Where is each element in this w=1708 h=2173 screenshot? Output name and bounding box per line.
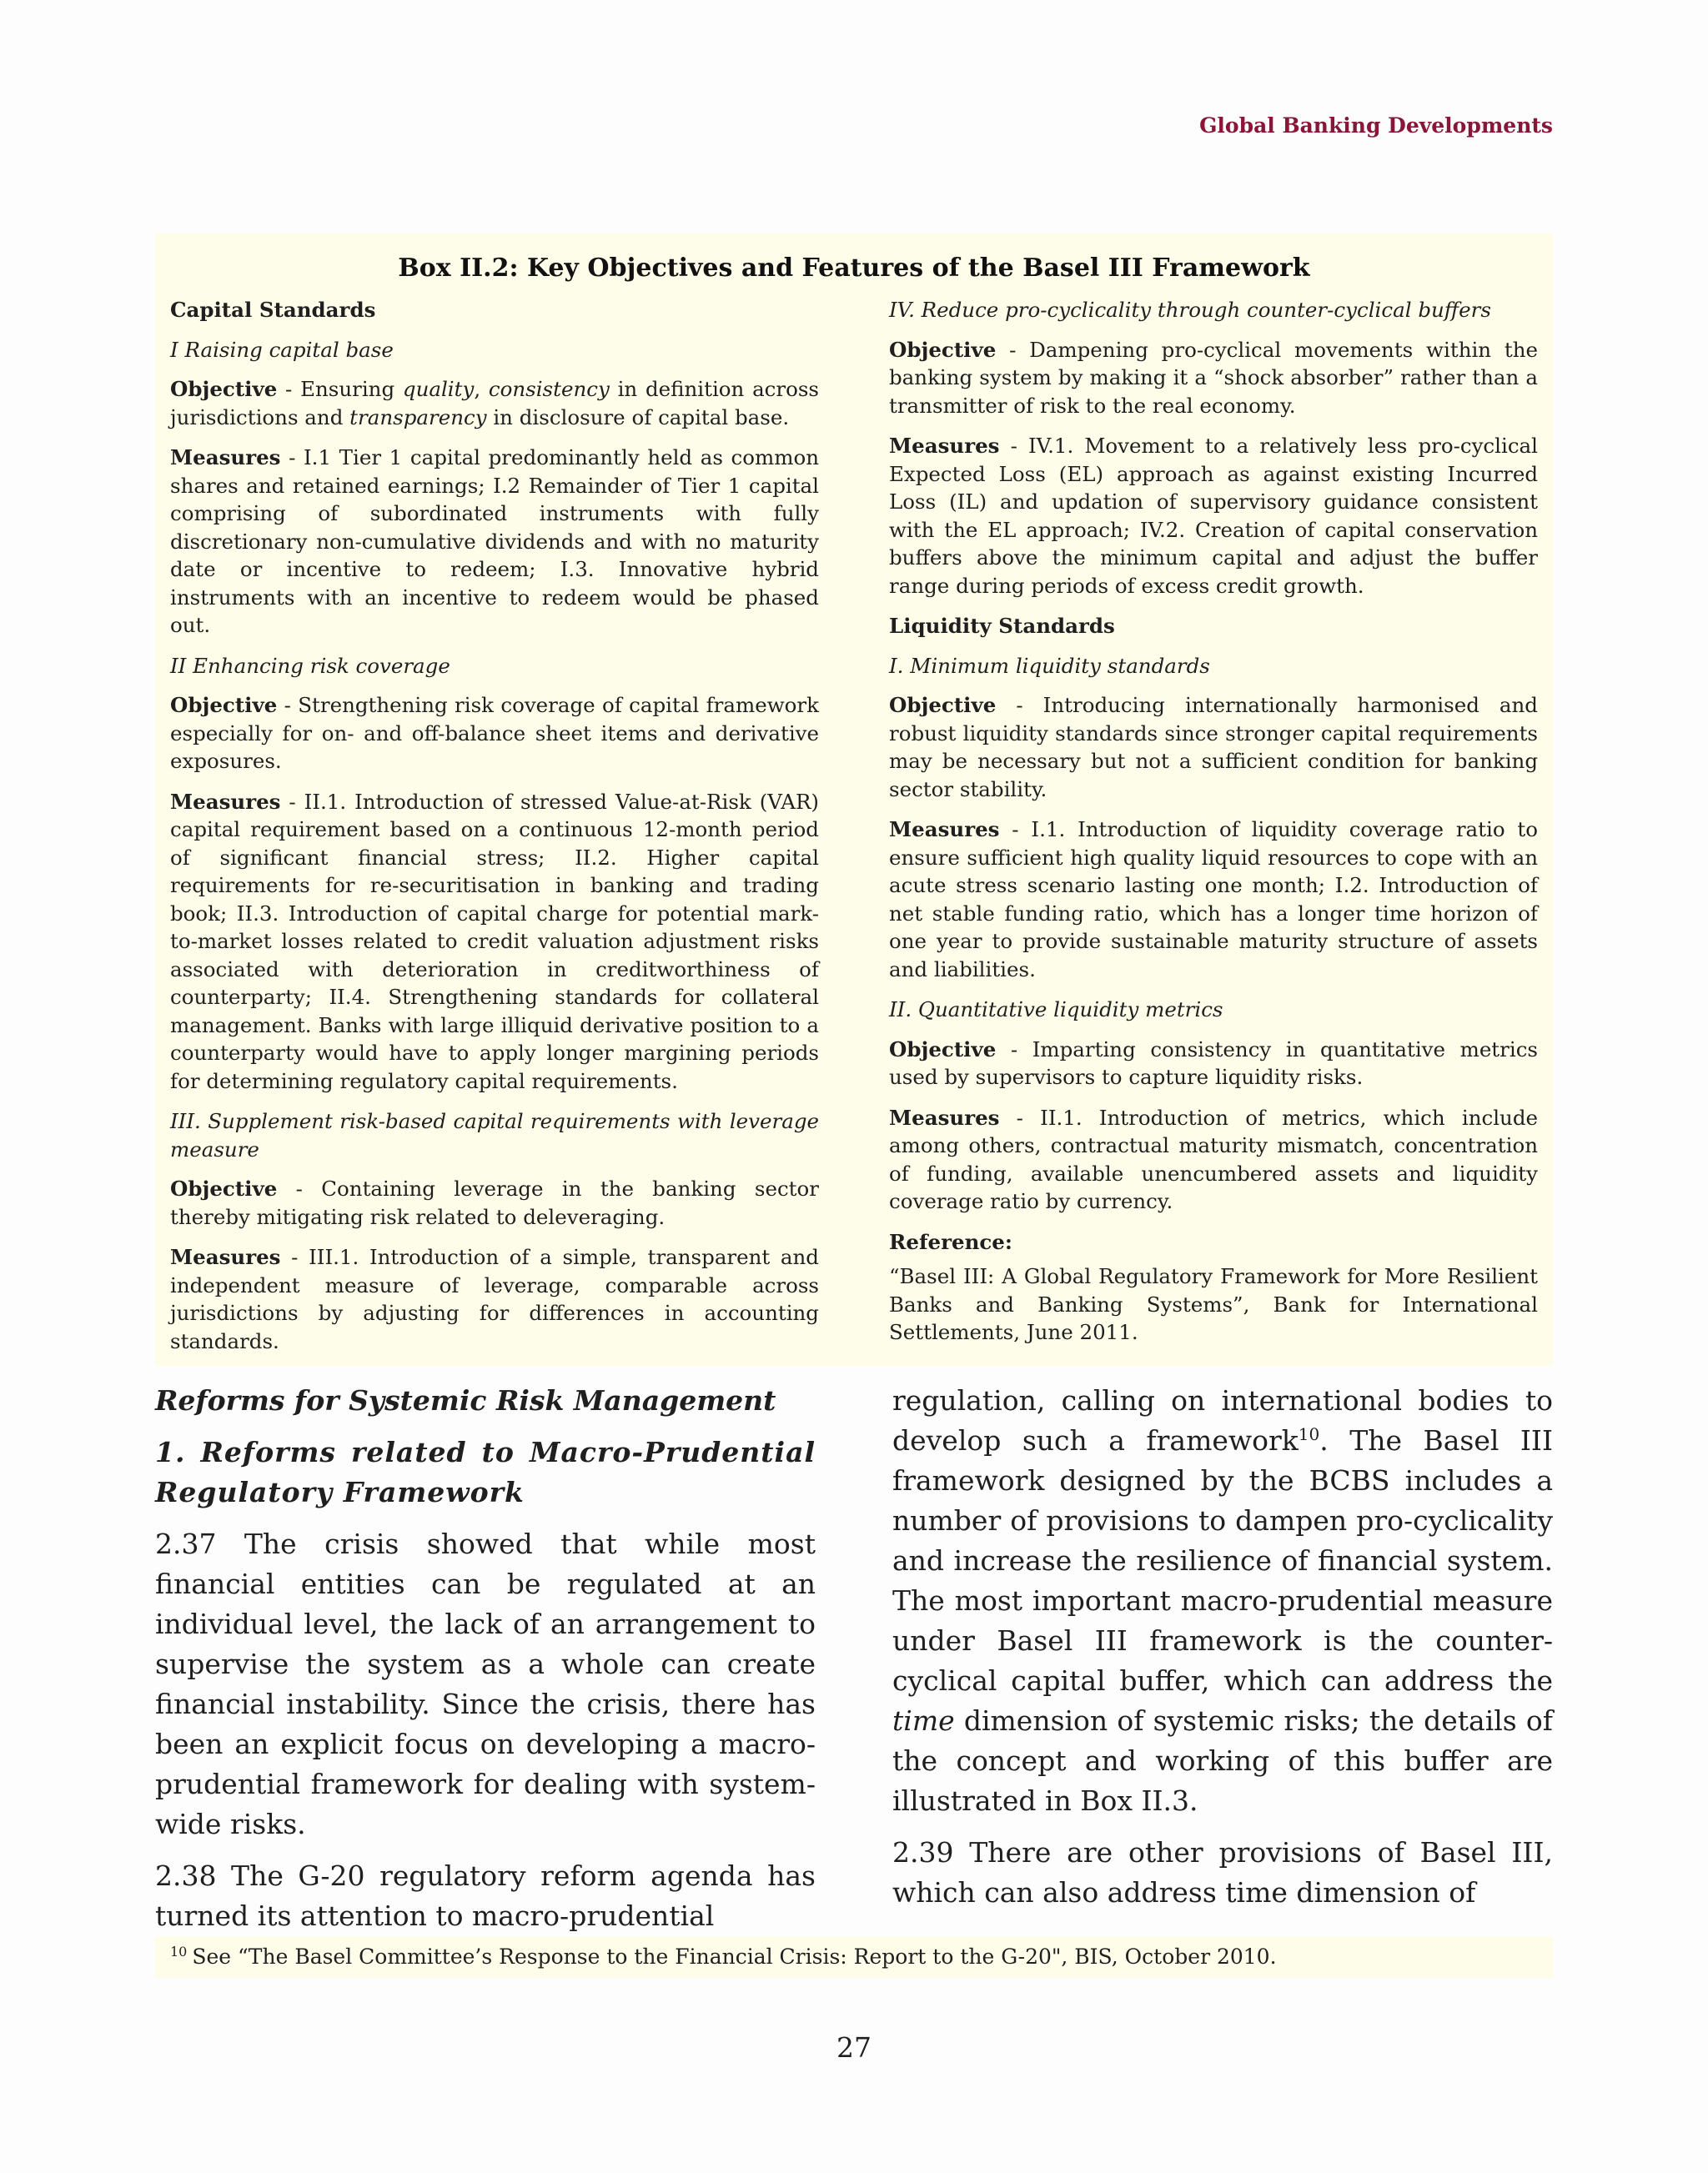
- reference-text: “Basel III: A Global Regulatory Framework for More Resilient Banks and Banking Systems”, Bank for International Settlements, June 2011.: [889, 1264, 1538, 1344]
- paragraph-2-38-continued: regulation, calling on international bodies to develop such a framework$^{10}$. The Basel III framework designed by the BCBS includes a number of provisions to dampen pro-cyclicality and increase the resilience of financial system. The most important macro-prudential measure under Basel III framework is the counter-cyclical capital buffer, which can address the time dimension of systemic risks; the details of the concept and working of this buffer are illustrated in Box II.3.: [892, 1384, 1553, 1817]
- minimum-liquidity-objective: Objective - Introducing internationally harmonised and robust liquidity standards since stronger capital requirements may be necessary but not a sufficient condition for banking sector stability.: [889, 693, 1538, 801]
- paragraph-2-38: 2.38 The G-20 regulatory reform agenda has turned its attention to macro-prudential: [155, 1859, 816, 1932]
- box-right-column: [889, 296, 1538, 1368]
- quantitative-metrics-objective: Objective - Imparting consistency in quantitative metrics used by supervisors to capture liquidity risks.: [889, 1036, 1538, 1089]
- paragraph-2-39: 2.39 There are other provisions of Basel III, which can also address time dimension of: [892, 1836, 1553, 1909]
- box-left-column: [170, 296, 819, 1368]
- footnote-reference: 10: [1298, 1424, 1320, 1444]
- quantitative-metrics-title: II. Quantitative liquidity metrics: [889, 997, 1223, 1021]
- minimum-liquidity-measures: Measures - I.1. Introduction of liquidity coverage ratio to ensure sufficient high quality liquid resources to cope with an acute stress scenario lasting one month; I.2. Introduction of net stable funding ratio, which has a longer time horizon of one year to provide sustainable maturity structure of assets and liabilities.: [889, 817, 1538, 981]
- footnote-text: See “The Basel Committee’s Response to the Financial Crisis: Report to the G-20", BIS, October 2010.: [192, 1945, 1277, 1969]
- raising-capital-objective: Objective - Ensuring quality, consistency in definition across jurisdictions and transparency in disclosure of capital base.: [170, 377, 820, 429]
- body-right-column: [892, 1381, 1553, 1948]
- minimum-liquidity-title: I. Minimum liquidity standards: [889, 653, 1210, 678]
- pro-cyclicality-objective: Objective - Dampening pro-cyclical movements within the banking system by making it a “shock absorber” rather than a transmitter of risk to the real economy.: [889, 337, 1538, 418]
- running-head: Global Banking Developments: [1199, 113, 1553, 138]
- pro-cyclicality-measures: Measures - IV.1. Movement to a relatively less pro-cyclical Expected Loss (EL) approach as against existing Incurred Loss (IL) and updation of supervisory guidance consistent with the EL approach; IV.2. Creation of capital conservation buffers above the minimum capital and adjust the buffer range during periods of excess credit growth.: [889, 434, 1538, 598]
- risk-coverage-measures: Measures - II.1. Introduction of stressed Value-at-Risk (VAR) capital requirement based on a continuous 12-month period of significant financial stress; II.2. Higher capital requirements for re-securitisation in banking and trading book; II.3. Introduction of capital charge for potential mark-to-market losses related to credit valuation adjustment risks associated with deterioration in creditworthiness of counterparty; II.4. Strengthening standards for collateral management. Banks with large illiquid derivative position to a counterparty would have to apply longer margining periods for determining regulatory capital requirements.: [170, 789, 819, 1093]
- raising-capital-base-title: I Raising capital base: [170, 337, 394, 362]
- paragraph-2-37: 2.37 The crisis showed that while most financial entities can be regulated at an individual level, the lack of an arrangement to supervise the system as a whole can create financial instability. Since the crisis, there has been an explicit focus on developing a macro-prudential framework for dealing with system-wide risks.: [155, 1528, 816, 1840]
- raising-capital-measures: Measures - I.1 Tier 1 capital predominantly held as common shares and retained earnings; I.2 Remainder of Tier 1 capital comprising of subordinated instruments with fully discretionary non-cumulative dividends and with no maturity date or incentive to redeem; I.3. Innovative hybrid instruments with an incentive to redeem would be phased out.: [170, 445, 819, 637]
- capital-standards-heading: Capital Standards: [170, 298, 376, 322]
- liquidity-standards-heading: Liquidity Standards: [889, 614, 1115, 638]
- subsection-heading: 1. Reforms related to Macro-Prudential Regulatory Framework: [155, 1436, 816, 1508]
- footnote: [155, 1936, 1553, 1978]
- quantitative-metrics-measures: Measures - II.1. Introduction of metrics, which include among others, contractual maturity mismatch, concentration of funding, available unencumbered assets and liquidity coverage ratio by currency.: [889, 1105, 1538, 1213]
- page-number: 27: [836, 2031, 872, 2064]
- pro-cyclicality-title: IV. Reduce pro-cyclicality through counter-cyclical buffers: [889, 298, 1491, 322]
- reference-label: Reference:: [889, 1229, 1012, 1254]
- leverage-objective: Objective - Containing leverage in the banking sector thereby mitigating risk related to deleveraging.: [170, 1177, 819, 1229]
- risk-coverage-objective: Objective - Strengthening risk coverage of capital framework especially for on- and off-balance sheet items and derivative exposures.: [170, 693, 819, 773]
- footnote-mark: 10: [170, 1943, 188, 1960]
- enhancing-risk-coverage-title: II Enhancing risk coverage: [170, 653, 450, 678]
- leverage-measure-title: III. Supplement risk-based capital requirements with leverage measure: [170, 1109, 819, 1162]
- body-text: [155, 1381, 1553, 1948]
- box-title: Box II.2: Key Objectives and Features of the Basel III Framework: [398, 253, 1310, 283]
- basel-iii-box: [155, 233, 1553, 1366]
- body-left-column: [155, 1381, 816, 1948]
- section-heading: Reforms for Systemic Risk Management: [155, 1384, 776, 1417]
- leverage-measures: Measures - III.1. Introduction of a simple, transparent and independent measure of leverage, comparable across jurisdictions by adjusting for differences in accounting standards.: [170, 1245, 819, 1353]
